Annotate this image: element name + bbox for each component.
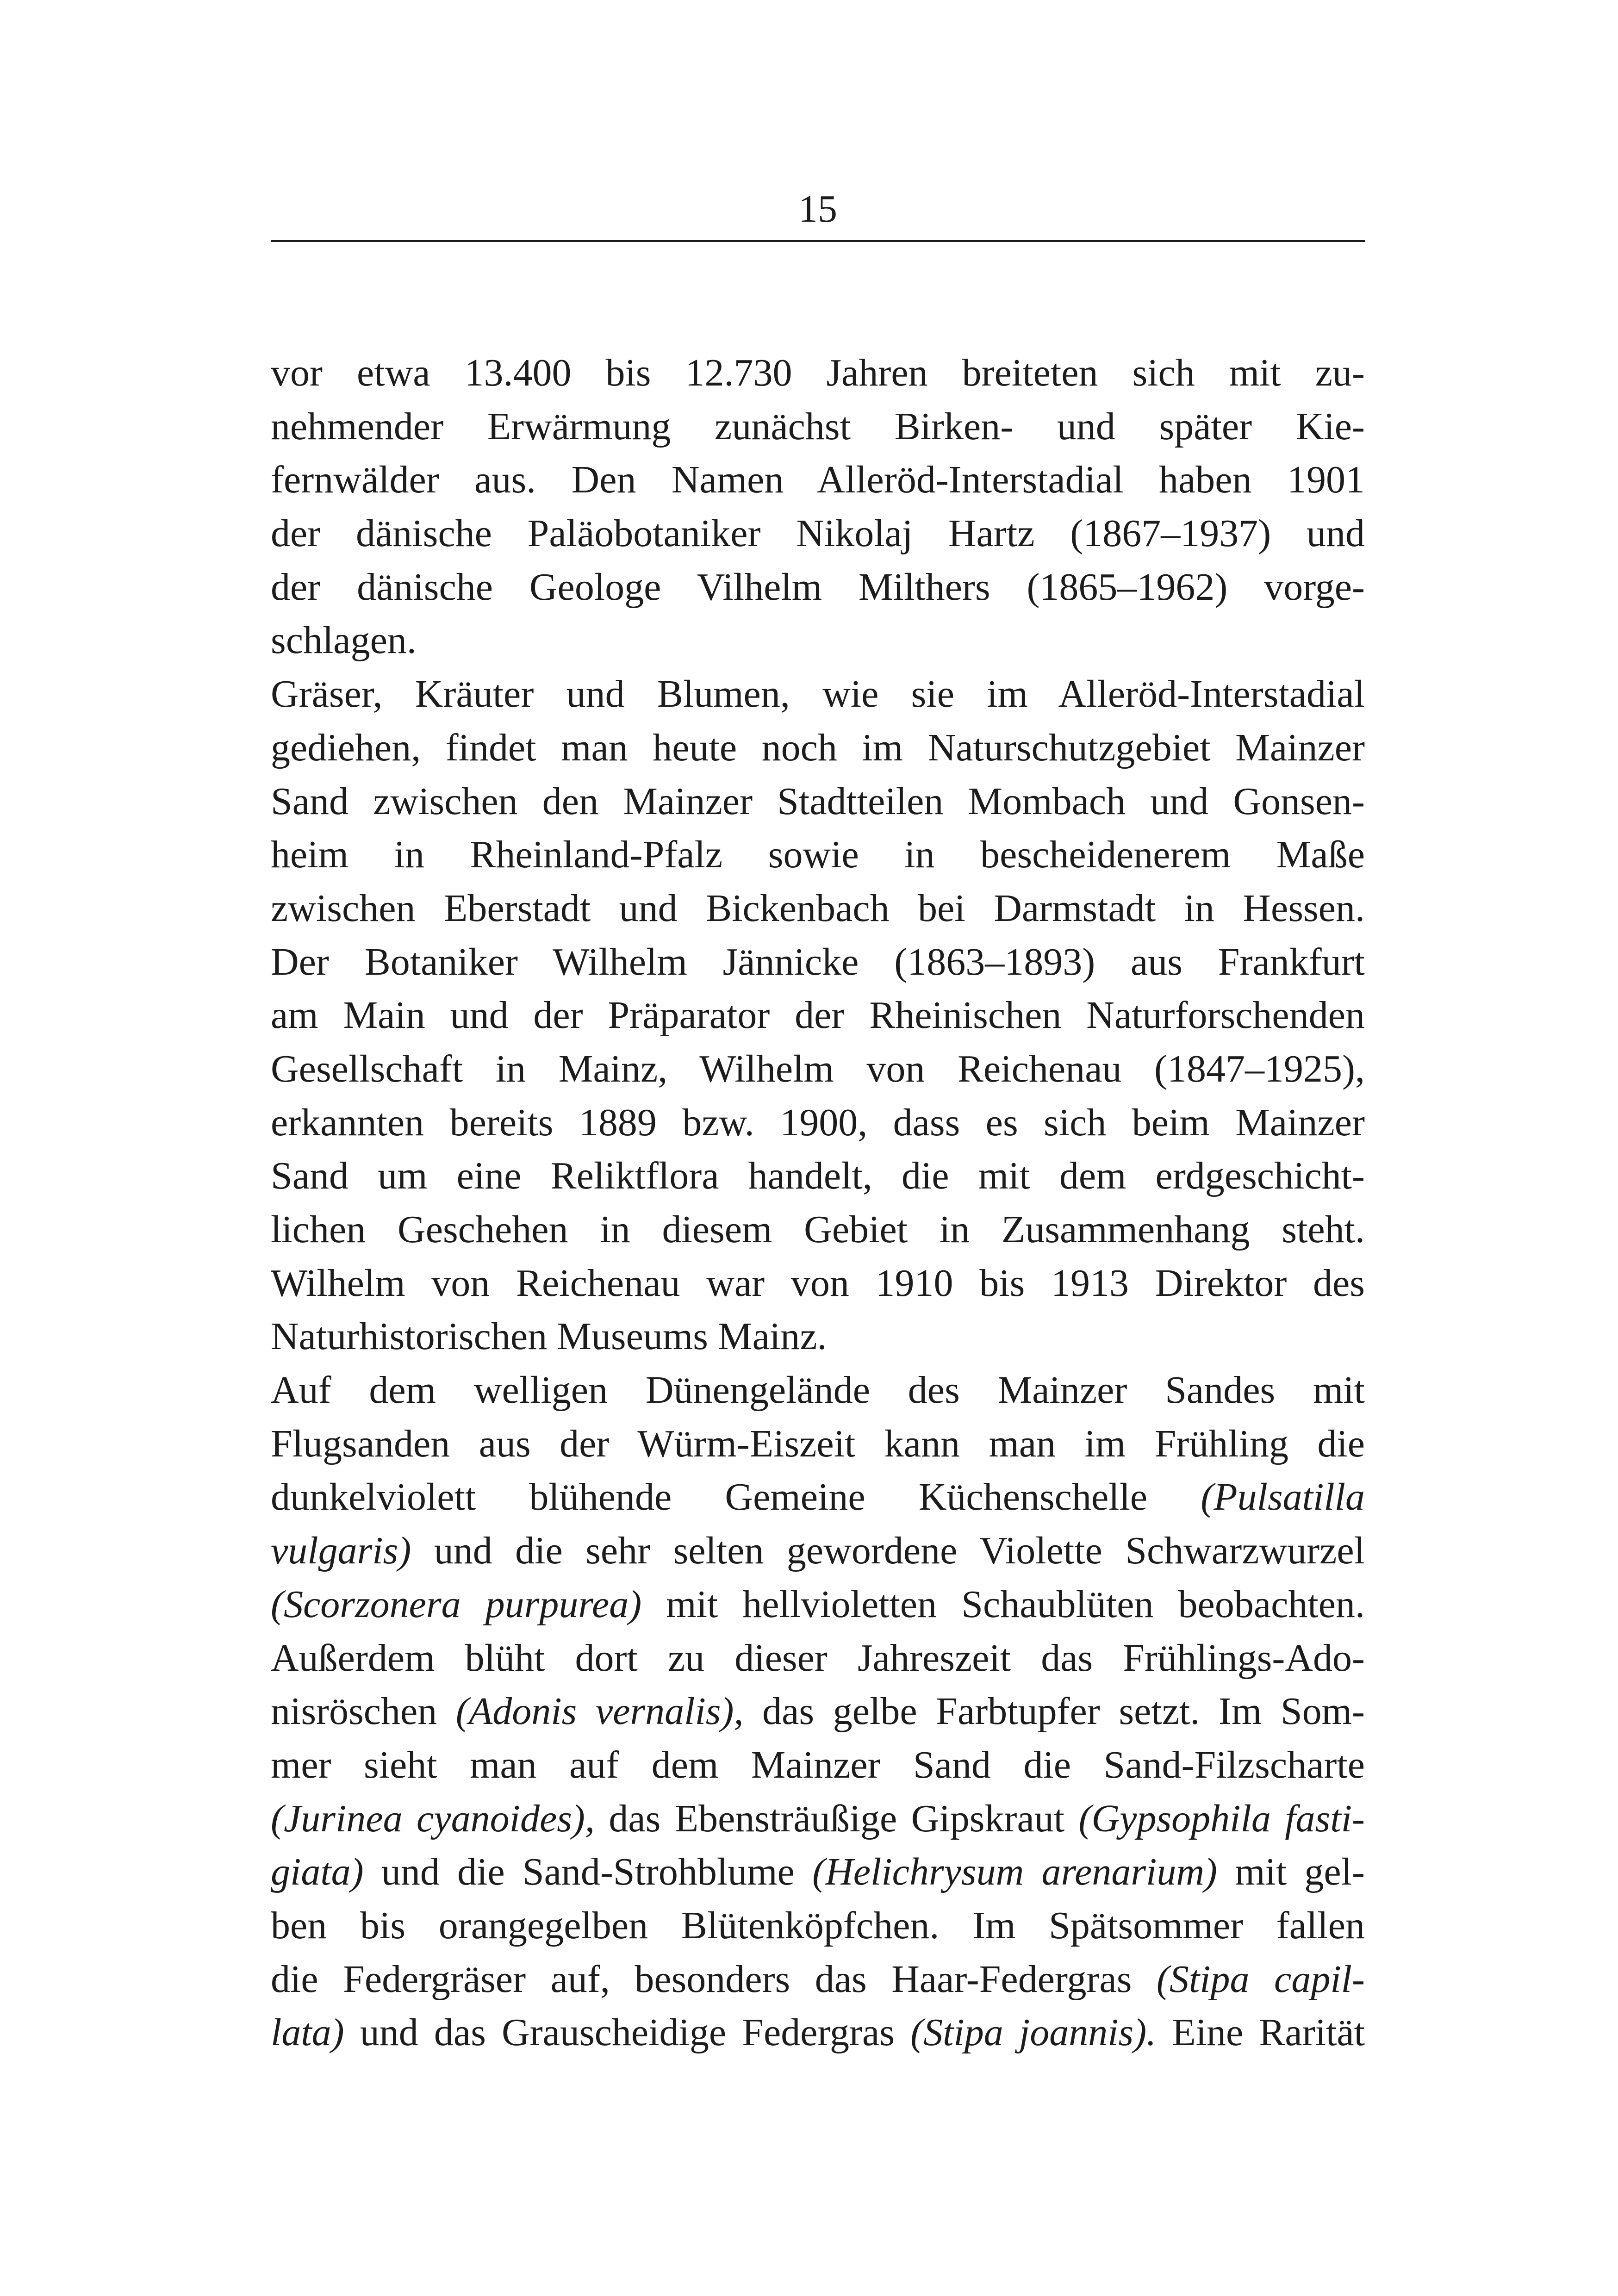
text-segment: heim in Rheinland-Pfalz sowie in bescheidenerem Maße <box>271 833 1365 877</box>
text-segment: die Federgräser auf, besonders das Haar-Federgras <box>271 1957 1157 2001</box>
text-line <box>271 1578 1365 1631</box>
latin-name: vulgaris) <box>271 1529 411 1573</box>
text-line <box>271 1953 1365 2006</box>
text-segment: lichen Geschehen in diesem Gebiet in Zusammenhang steht. <box>271 1208 1365 1251</box>
text-segment: das gelbe Farbtupfer setzt. Im Som- <box>743 1690 1365 1733</box>
text-segment: fernwälder aus. Den Namen Alleröd-Interstadial haben 1901 <box>271 458 1365 502</box>
text-line <box>271 1417 1365 1471</box>
text-line <box>271 1310 1365 1363</box>
text-line <box>271 453 1365 507</box>
text-line <box>271 1203 1365 1257</box>
text-segment: Naturhistorischen Museums Mainz. <box>271 1315 827 1358</box>
text-line <box>271 1738 1365 1792</box>
body-text <box>271 346 1365 2060</box>
text-line <box>271 1845 1365 1899</box>
text-segment: der dänische Geologe Vilhelm Milthers (1865–1962) vorge- <box>271 565 1365 609</box>
text-line <box>271 828 1365 882</box>
text-line <box>271 1363 1365 1417</box>
text-line <box>271 1685 1365 1738</box>
text-line <box>271 1524 1365 1578</box>
text-line <box>271 1470 1365 1524</box>
text-line <box>271 507 1365 560</box>
text-line <box>271 721 1365 775</box>
text-segment: ben bis orangegelben Blütenköpfchen. Im Spätsommer fallen <box>271 1904 1365 1947</box>
text-line <box>271 989 1365 1042</box>
latin-name: (Helichrysum arenarium) <box>812 1850 1217 1894</box>
text-segment: und die sehr selten gewordene Violette Schwarzwurzel <box>411 1529 1365 1573</box>
text-segment: und die Sand-Strohblume <box>363 1850 813 1894</box>
text-line <box>271 614 1365 667</box>
text-line <box>271 560 1365 614</box>
text-line <box>271 775 1365 828</box>
latin-name: giata) <box>271 1850 364 1894</box>
text-line <box>271 1792 1365 1846</box>
latin-name: (Adonis vernalis), <box>455 1690 744 1733</box>
latin-name: (Gypsophila fasti- <box>1078 1797 1365 1840</box>
text-segment: nisröschen <box>271 1690 456 1733</box>
text-segment: Flugsanden aus der Würm-Eiszeit kann man im Frühling die <box>271 1422 1365 1465</box>
header-rule <box>271 240 1365 242</box>
latin-name: (Jurinea cyanoides), <box>271 1797 595 1840</box>
text-line <box>271 1149 1365 1203</box>
text-segment: der dänische Paläobotaniker Nikolaj Hartz (1867–1937) und <box>271 512 1365 555</box>
text-segment: dunkelviolett blühende Gemeine Küchenschelle <box>271 1475 1201 1519</box>
text-line <box>271 400 1365 454</box>
latin-name: (Stipa joannis). <box>910 2011 1157 2054</box>
text-line <box>271 346 1365 400</box>
text-segment: Auf dem welligen Dünengelände des Mainzer Sandes mit <box>271 1369 1365 1412</box>
text-line <box>271 1042 1365 1096</box>
text-segment: Eine Rarität <box>1156 2011 1365 2054</box>
text-line <box>271 1096 1365 1150</box>
text-line <box>271 935 1365 989</box>
text-segment: Außerdem blüht dort zu dieser Jahreszeit das Frühlings-Ado- <box>271 1636 1365 1680</box>
text-segment: Sand zwischen den Mainzer Stadtteilen Mombach und Gonsen- <box>271 779 1365 823</box>
text-segment: Sand um eine Reliktflora handelt, die mit dem erdgeschicht- <box>271 1154 1365 1198</box>
text-segment: Wilhelm von Reichenau war von 1910 bis 1913 Direktor des <box>271 1261 1365 1305</box>
text-line <box>271 1257 1365 1310</box>
text-segment: Gräser, Kräuter und Blumen, wie sie im Alleröd-Interstadial <box>271 672 1365 716</box>
text-segment: vor etwa 13.400 bis 12.730 Jahren breiteten sich mit zu- <box>271 351 1365 394</box>
latin-name: (Stipa capil- <box>1156 1957 1365 2001</box>
text-segment: am Main und der Präparator der Rheinischen Naturforschenden <box>271 994 1365 1037</box>
text-line <box>271 2006 1365 2060</box>
text-segment: Der Botaniker Wilhelm Jännicke (1863–1893) aus Frankfurt <box>271 940 1365 983</box>
latin-name: (Pulsatilla <box>1201 1475 1365 1519</box>
text-segment: Gesellschaft in Mainz, Wilhelm von Reichenau (1847–1925), <box>271 1047 1365 1090</box>
latin-name: (Scorzonera purpurea) <box>271 1582 642 1626</box>
text-line <box>271 882 1365 935</box>
text-line <box>271 667 1365 721</box>
text-segment: zwischen Eberstadt und Bickenbach bei Darmstadt in Hessen. <box>271 886 1365 930</box>
text-line <box>271 1631 1365 1685</box>
text-segment: mer sieht man auf dem Mainzer Sand die Sand-Filzscharte <box>271 1743 1365 1786</box>
text-segment: mit hellvioletten Schaublüten beobachten. <box>641 1582 1365 1626</box>
text-segment: mit gel- <box>1217 1850 1365 1894</box>
text-line <box>271 1899 1365 1953</box>
text-segment: nehmender Erwärmung zunächst Birken- und später Kie- <box>271 404 1365 448</box>
text-segment: gediehen, findet man heute noch im Naturschutzgebiet Mainzer <box>271 726 1365 769</box>
text-segment: erkannten bereits 1889 bzw. 1900, dass es sich beim Mainzer <box>271 1101 1365 1144</box>
text-segment: schlagen. <box>271 619 417 662</box>
page-number: 15 <box>798 187 837 230</box>
latin-name: lata) <box>271 2011 344 2054</box>
text-segment: und das Grauscheidige Federgras <box>344 2011 911 2054</box>
text-segment: das Ebensträußige Gipskraut <box>594 1797 1079 1840</box>
